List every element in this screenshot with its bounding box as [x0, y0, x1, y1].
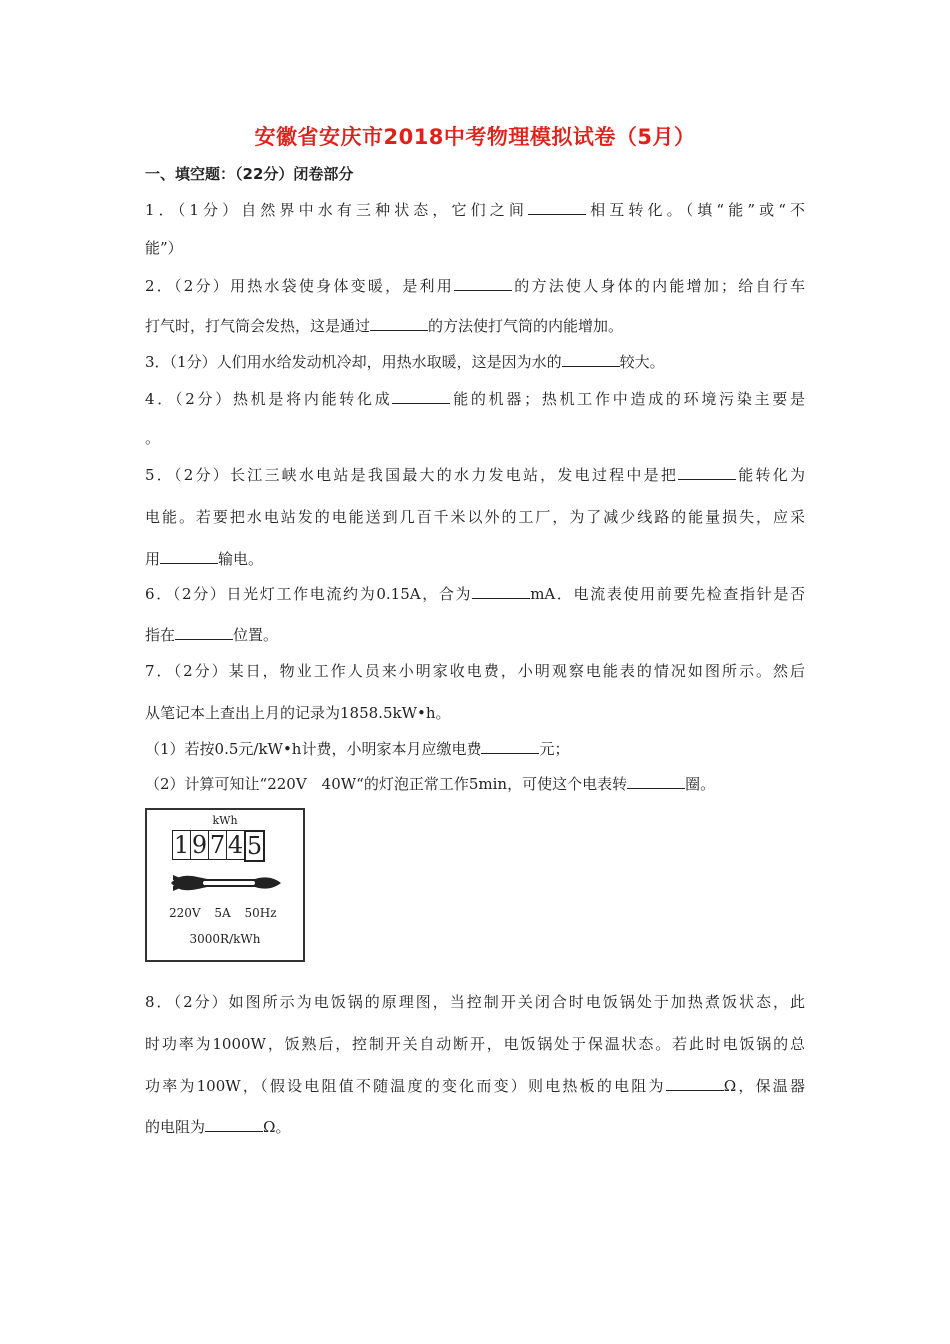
question-8-line-4: 的电阻为 Ω。: [145, 1118, 291, 1136]
question-8-line-1: 8．（2分）如图所示为电饭锅的原理图，当控制开关闭合时电饭锅处于加热煮饭状态，此: [145, 993, 805, 1011]
energy-meter-figure: [145, 808, 305, 962]
question-7-part-2: （2）计算可知让“220V 40W“的灯泡正常工作5min，可使这个电表转 圈。: [145, 775, 716, 793]
question-7-line-2: 从笔记本上查出上月的记录为1858.5kW•h。: [145, 704, 451, 722]
meter-reading: [173, 830, 265, 862]
answer-blank[interactable]: [627, 774, 685, 789]
answer-blank[interactable]: [528, 200, 586, 215]
section-heading: 一、填空题：（22分）闭卷部分: [145, 165, 354, 183]
answer-blank[interactable]: [454, 276, 512, 291]
meter-revolution-constant: 3000R/kWh: [189, 932, 261, 946]
answer-blank[interactable]: [481, 739, 539, 754]
answer-blank[interactable]: [562, 352, 620, 367]
meter-digit: 4: [227, 831, 244, 859]
question-2-line-1: 2．（2分）用热水袋使身体变暖，是利用 的方法使人身体的内能增加；给自行车: [145, 277, 805, 295]
meter-digit: 1: [173, 831, 190, 859]
question-2-line-2: 打气时，打气筒会发热，这是通过 的方法使打气筒的内能增加。: [145, 317, 624, 335]
question-5-line-2: 电能。若要把水电站发的电能送到几百千米以外的工厂，为了减少线路的能量损失，应采: [145, 508, 805, 526]
question-8-line-2: 时功率为1000W，饭熟后，控制开关自动断开，电饭锅处于保温状态。若此时电饭锅的总: [145, 1035, 805, 1053]
question-4-line-2: 。: [145, 429, 161, 447]
meter-rating-label: 220V 5A 50Hz: [169, 906, 277, 920]
question-1-line-2: 能”）: [145, 239, 183, 257]
question-6-line-1: 6．（2分）日光灯工作电流约为0.15A，合为 mA．电流表使用前要先检查指针是否: [145, 585, 805, 603]
answer-blank[interactable]: [175, 625, 233, 640]
meter-decimal-digit: 5: [244, 830, 265, 862]
question-3: 3．（1分）人们用水给发动机冷却，用热水取暖，这是因为水的 较大。: [145, 353, 665, 371]
question-8-line-3: 功率为100W，（假设电阻值不随温度的变化而变）则电热板的电阻为 Ω，保温器: [145, 1077, 805, 1095]
question-7-line-1: 7．（2分）某日，物业工作人员来小明家收电费，小明观察电能表的情况如图所示。然后: [145, 662, 805, 680]
answer-blank[interactable]: [370, 316, 428, 331]
meter-unit-label: kWh: [212, 814, 238, 827]
meter-rotating-disc-icon: [167, 868, 283, 898]
answer-blank[interactable]: [678, 465, 736, 480]
answer-blank[interactable]: [160, 549, 218, 564]
answer-blank[interactable]: [666, 1076, 724, 1091]
question-5-line-1: 5．（2分）长江三峡水电站是我国最大的水力发电站，发电过程中是把 能转化为: [145, 466, 805, 484]
question-5-line-3: 用 输电。: [145, 550, 264, 568]
question-7-part-1: （1）若按0.5元/kW•h计费，小明家本月应缴电费 元；: [145, 740, 570, 758]
answer-blank[interactable]: [392, 389, 450, 404]
meter-digit: 9: [191, 831, 208, 859]
question-1-line-1: 1．（1分）自然界中水有三种状态，它们之间 相互转化。（填“能”或“不: [145, 201, 805, 219]
question-6-line-2: 指在 位置。: [145, 626, 279, 644]
page-title: 安徽省安庆市2018中考物理模拟试卷（5月）: [254, 125, 696, 149]
meter-digit: 7: [209, 831, 226, 859]
answer-blank[interactable]: [472, 584, 530, 599]
question-4-line-1: 4．（2分）热机是将内能转化成 能的机器；热机工作中造成的环境污染主要是: [145, 390, 805, 408]
answer-blank[interactable]: [205, 1117, 263, 1132]
